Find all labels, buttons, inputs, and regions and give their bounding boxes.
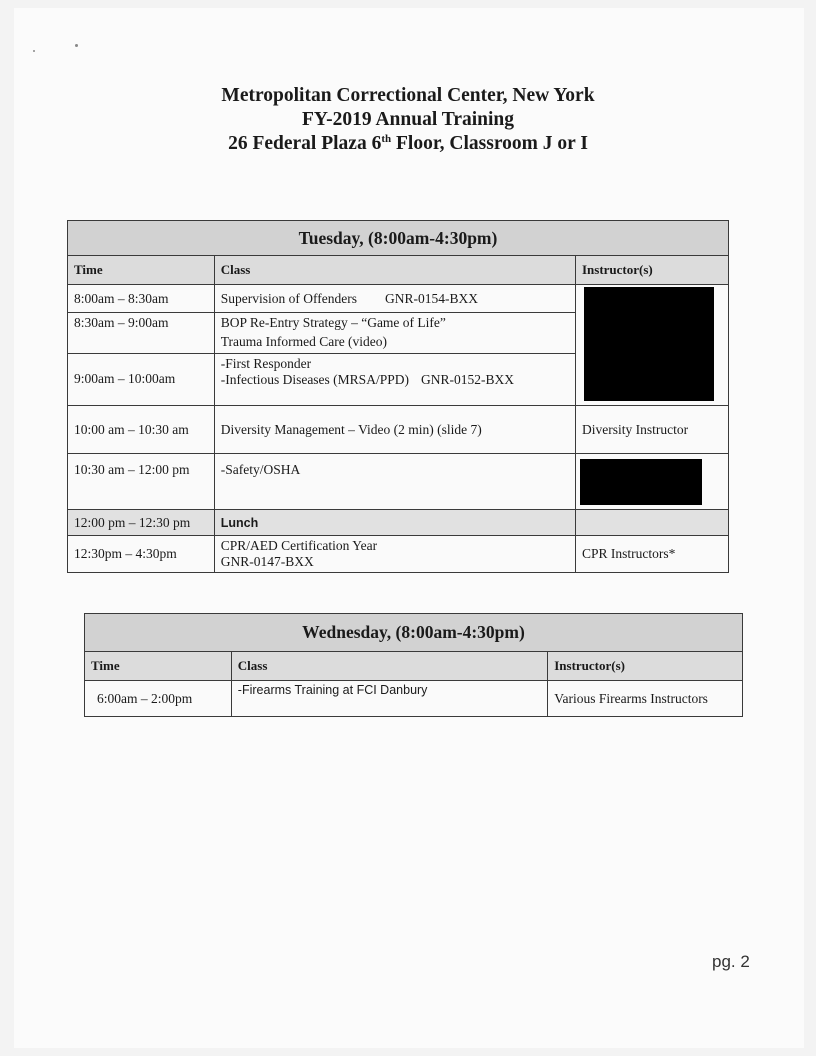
class-cell: CPR/AED Certification Year GNR-0147-BXX (214, 536, 575, 573)
class-cell: Supervision of Offenders GNR-0154-BXX (214, 285, 575, 313)
redaction-block (580, 459, 702, 505)
table-title-row (85, 614, 743, 652)
table-row (68, 536, 729, 573)
training-title: FY-2019 Annual Training (301, 109, 515, 130)
scan-speck (33, 50, 35, 52)
class-cell: BOP Re-Entry Strategy – “Game of Life” Trauma Informed Care (video) (214, 313, 575, 353)
column-header-class: Class (231, 652, 547, 681)
class-cell: -First Responder -Infectious Diseases (MRSA/PPD) GNR-0152-BXX (214, 353, 575, 405)
table-row (68, 454, 729, 510)
table-title-row (68, 221, 729, 256)
wednesday-schedule-table (84, 613, 743, 717)
instructor-cell: Various Firearms Instructors (548, 681, 743, 717)
time-cell: 9:00am – 10:00am (68, 353, 215, 405)
instructor-cell: Diversity Instructor (575, 406, 728, 454)
facility-title: Metropolitan Correctional Center, New York (221, 85, 595, 106)
table-row (85, 681, 743, 717)
tuesday-title: Tuesday, (8:00am-4:30pm) (68, 221, 729, 256)
column-header-time: Time (85, 652, 232, 681)
time-cell: 12:00 pm – 12:30 pm (68, 510, 215, 536)
time-cell: 12:30pm – 4:30pm (68, 536, 215, 573)
document-header (0, 84, 816, 156)
class-cell: -Firearms Training at FCI Danbury (231, 681, 547, 717)
column-header-instructor: Instructor(s) (575, 256, 728, 285)
class-cell: Diversity Management – Video (2 min) (slide 7) (214, 406, 575, 454)
time-cell: 10:30 am – 12:00 pm (68, 454, 215, 510)
table-row (68, 510, 729, 536)
location-line: 26 Federal Plaza 6th Floor, Classroom J or I (228, 133, 588, 154)
column-header-instructor: Instructor(s) (548, 652, 743, 681)
column-header-time: Time (68, 256, 215, 285)
course-code: GNR-0154-BXX (384, 290, 478, 306)
instructor-cell (575, 454, 728, 510)
instructor-cell (575, 285, 728, 406)
page-number: pg. 2 (712, 952, 750, 971)
time-cell: 8:00am – 8:30am (68, 285, 215, 313)
course-code: GNR-0152-BXX (420, 371, 514, 387)
time-cell: 10:00 am – 10:30 am (68, 406, 215, 454)
tuesday-schedule-table (67, 220, 729, 573)
class-cell: -Safety/OSHA (214, 454, 575, 510)
redaction-block (584, 287, 714, 401)
wednesday-title: Wednesday, (8:00am-4:30pm) (85, 614, 743, 652)
table-row (68, 406, 729, 454)
table-header-row (68, 256, 729, 285)
time-cell: 6:00am – 2:00pm (85, 681, 232, 717)
course-code: GNR-0147-BXX (220, 554, 314, 569)
column-header-class: Class (214, 256, 575, 285)
time-cell: 8:30am – 9:00am (68, 313, 215, 353)
scan-speck (75, 44, 78, 47)
class-cell: Lunch (214, 510, 575, 536)
table-row (68, 285, 729, 313)
instructor-cell: CPR Instructors* (575, 536, 728, 573)
table-header-row (85, 652, 743, 681)
instructor-cell (575, 510, 728, 536)
